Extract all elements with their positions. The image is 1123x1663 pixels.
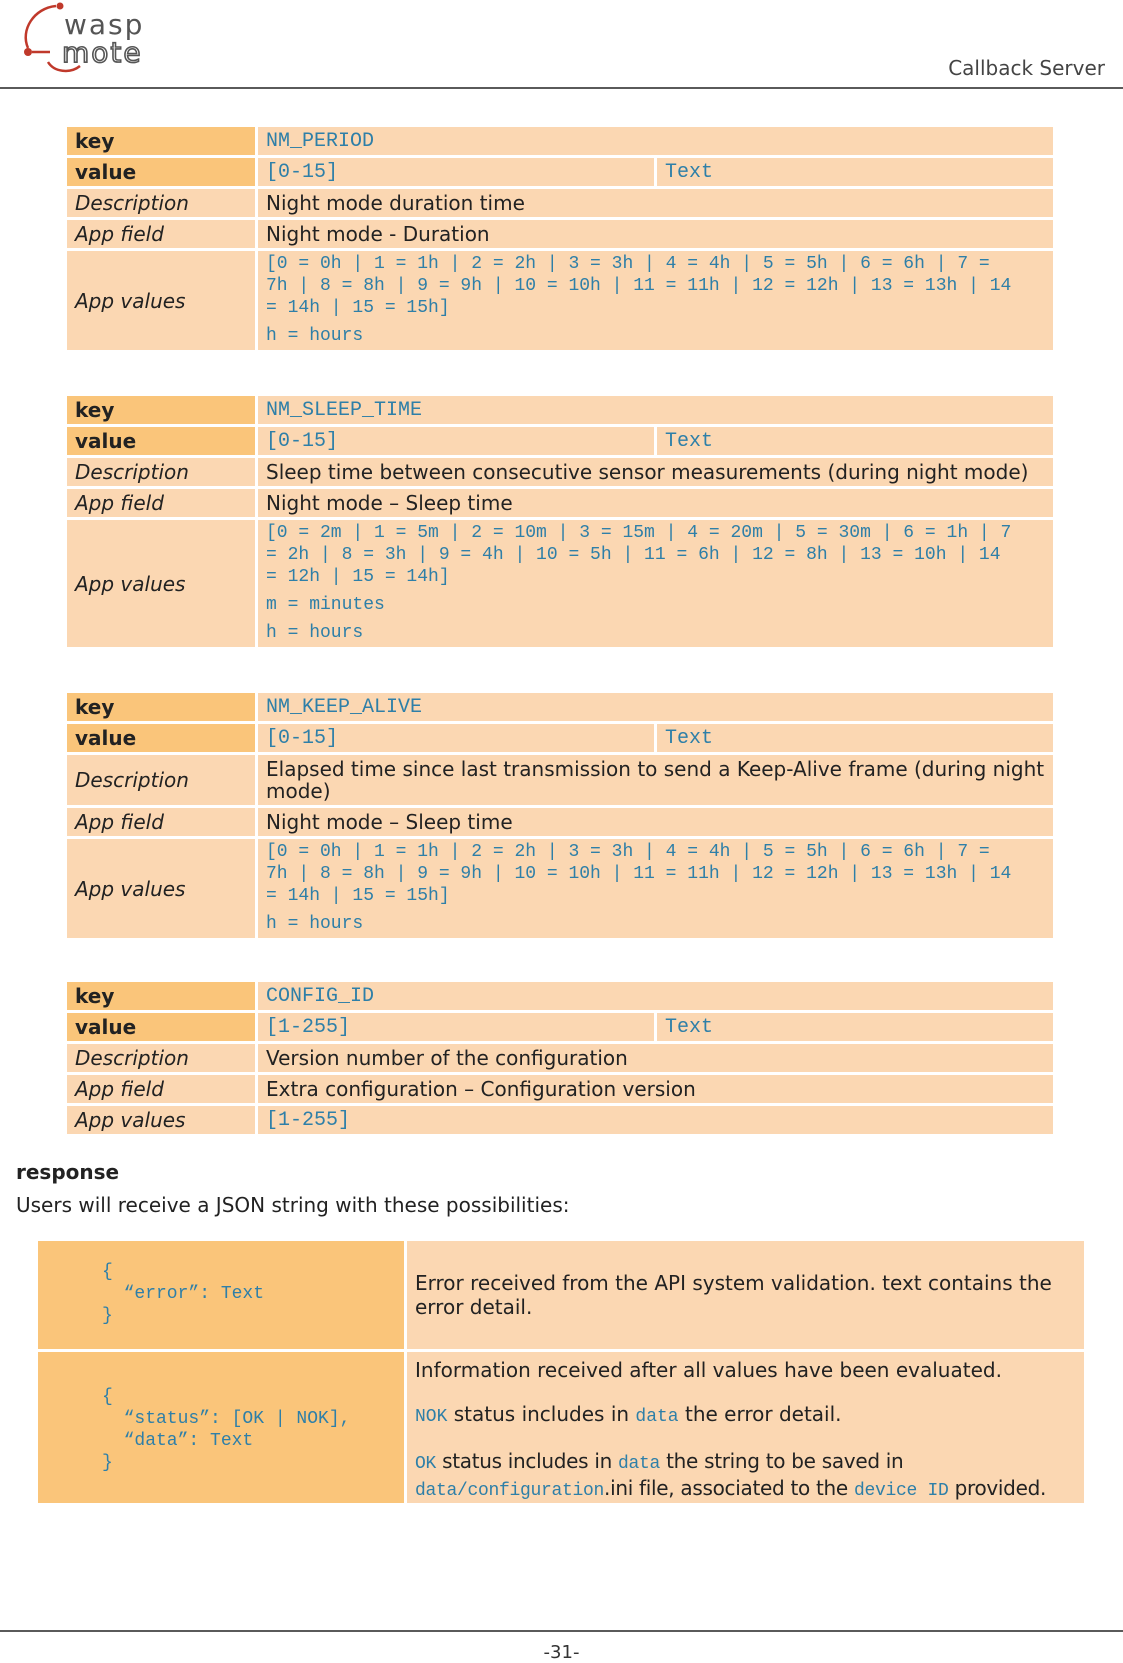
response-row-status — [38, 1351, 1084, 1505]
app-values-cell — [255, 839, 1053, 938]
value-range: [1-255] — [255, 1013, 654, 1041]
app-values-cell — [255, 520, 1053, 647]
app-field-label: App field — [67, 220, 255, 248]
ok-end: provided. — [948, 1476, 1047, 1500]
app-values-label: App values — [67, 251, 255, 350]
key-label: key — [67, 982, 255, 1010]
ok-data-code: data — [618, 1454, 661, 1474]
legend-line: h = hours — [266, 326, 364, 346]
param-table-nm-period — [67, 124, 1053, 353]
response-code: { “error”: Text } — [102, 1262, 265, 1326]
description-label: Description — [67, 1044, 255, 1072]
response-table — [38, 1241, 1084, 1506]
app-values-line: = 12h | 15 = 14h] — [266, 567, 450, 587]
value-range: [0-15] — [255, 427, 654, 455]
app-values-line: = 14h | 15 = 15h] — [266, 298, 450, 318]
app-values-cell — [255, 251, 1053, 350]
page-number: -31- — [543, 1642, 580, 1663]
nok-tail: the error detail. — [678, 1402, 842, 1426]
response-row-error — [38, 1241, 1084, 1351]
footer-divider — [0, 1630, 1123, 1632]
value-type: Text — [654, 427, 1053, 455]
legend-line: m = minutes — [266, 595, 385, 615]
app-values-line: = 14h | 15 = 15h] — [266, 886, 450, 906]
response-desc — [406, 1241, 1085, 1351]
response-code: { “status”: [OK | NOK], “data”: Text } — [102, 1387, 351, 1473]
key-value: NM_KEEP_ALIVE — [255, 693, 1053, 721]
description-value: Version number of the configuration — [255, 1044, 1053, 1072]
waspmote-logo — [14, 0, 184, 82]
response-desc — [406, 1351, 1085, 1505]
ok-code: OK — [415, 1454, 437, 1474]
app-field-value: Night mode - Duration — [255, 220, 1053, 248]
param-table-nm-keep-alive — [67, 690, 1053, 941]
page-title: Callback Server — [948, 56, 1105, 80]
response-desc-text: Error received from the API system validation. text contains the error detail. — [415, 1271, 1052, 1319]
value-label: value — [67, 1013, 255, 1041]
value-type: Text — [654, 158, 1053, 186]
param-table-nm-sleep-time — [67, 393, 1053, 650]
value-label: value — [67, 724, 255, 752]
header-divider — [0, 87, 1123, 89]
value-label: value — [67, 427, 255, 455]
app-field-label: App field — [67, 489, 255, 517]
app-field-label: App field — [67, 808, 255, 836]
app-values-line: [0 = 0h | 1 = 1h | 2 = 2h | 3 = 3h | 4 = 4h | 5 = 5h | 6 = 6h | 7 = — [266, 842, 990, 862]
ok-text: status includes in — [436, 1449, 619, 1473]
legend-line: h = hours — [266, 914, 364, 934]
ok-path-code: data/configuration — [415, 1481, 605, 1501]
response-intro: Users will receive a JSON string with these possibilities: — [16, 1193, 570, 1217]
app-field-value: Night mode – Sleep time — [255, 489, 1053, 517]
app-field-value: Extra configuration – Configuration version — [255, 1075, 1053, 1103]
description-value: Sleep time between consecutive sensor measurements (during night mode) — [255, 458, 1053, 486]
value-type: Text — [654, 724, 1053, 752]
nok-code: NOK — [415, 1407, 448, 1427]
app-values-line: = 2h | 8 = 3h | 9 = 4h | 10 = 5h | 11 = 6h | 12 = 8h | 13 = 10h | 14 — [266, 545, 1001, 565]
app-values-label: App values — [67, 839, 255, 938]
svg-text:mote: mote — [62, 36, 143, 69]
description-value: Night mode duration time — [255, 189, 1053, 217]
description-label: Description — [67, 458, 255, 486]
device-id-code: device ID — [853, 1481, 949, 1501]
key-value: NM_SLEEP_TIME — [255, 396, 1053, 424]
nok-line — [415, 1402, 1076, 1429]
app-values-line: [1-255] — [255, 1106, 1053, 1134]
app-values-line: [0 = 0h | 1 = 1h | 2 = 2h | 3 = 3h | 4 = 4h | 5 = 5h | 6 = 6h | 7 = — [266, 254, 990, 274]
nok-data-code: data — [635, 1407, 679, 1427]
description-label: Description — [67, 189, 255, 217]
description-value: Elapsed time since last transmission to send a Keep-Alive frame (during night mode) — [255, 755, 1053, 805]
app-field-label: App field — [67, 1075, 255, 1103]
response-code-cell — [38, 1241, 406, 1351]
description-label: Description — [67, 755, 255, 805]
key-value: CONFIG_ID — [255, 982, 1053, 1010]
app-field-value: Night mode – Sleep time — [255, 808, 1053, 836]
app-values-label: App values — [67, 520, 255, 647]
value-range: [0-15] — [255, 158, 654, 186]
value-label: value — [67, 158, 255, 186]
response-desc-text: Information received after all values have been evaluated. — [415, 1358, 1002, 1382]
app-values-line: 7h | 8 = 8h | 9 = 9h | 10 = 10h | 11 = 11h | 12 = 12h | 13 = 13h | 14 — [266, 276, 1012, 296]
param-table-config-id — [67, 979, 1053, 1137]
waspmote-logo-icon — [14, 0, 184, 78]
app-values-line: [0 = 2m | 1 = 5m | 2 = 10m | 3 = 15m | 4 = 20m | 5 = 30m | 6 = 1h | 7 — [266, 523, 1012, 543]
app-values-label: App values — [67, 1106, 255, 1134]
response-code-cell — [38, 1351, 406, 1505]
key-label: key — [67, 396, 255, 424]
ok-text-2: the string to be saved in — [660, 1449, 904, 1473]
nok-text: status includes in — [447, 1402, 636, 1426]
response-heading: response — [16, 1160, 120, 1184]
legend-line: h = hours — [266, 623, 364, 643]
key-value: NM_PERIOD — [255, 127, 1053, 155]
ok-line — [415, 1449, 1076, 1503]
ok-tail: .ini file, associated to the — [604, 1476, 854, 1500]
page-header — [0, 0, 1123, 90]
value-type: Text — [654, 1013, 1053, 1041]
key-label: key — [67, 693, 255, 721]
app-values-line: 7h | 8 = 8h | 9 = 9h | 10 = 10h | 11 = 11h | 12 = 12h | 13 = 13h | 14 — [266, 864, 1012, 884]
key-label: key — [67, 127, 255, 155]
svg-text:wasp: wasp — [64, 8, 145, 41]
value-range: [0-15] — [255, 724, 654, 752]
